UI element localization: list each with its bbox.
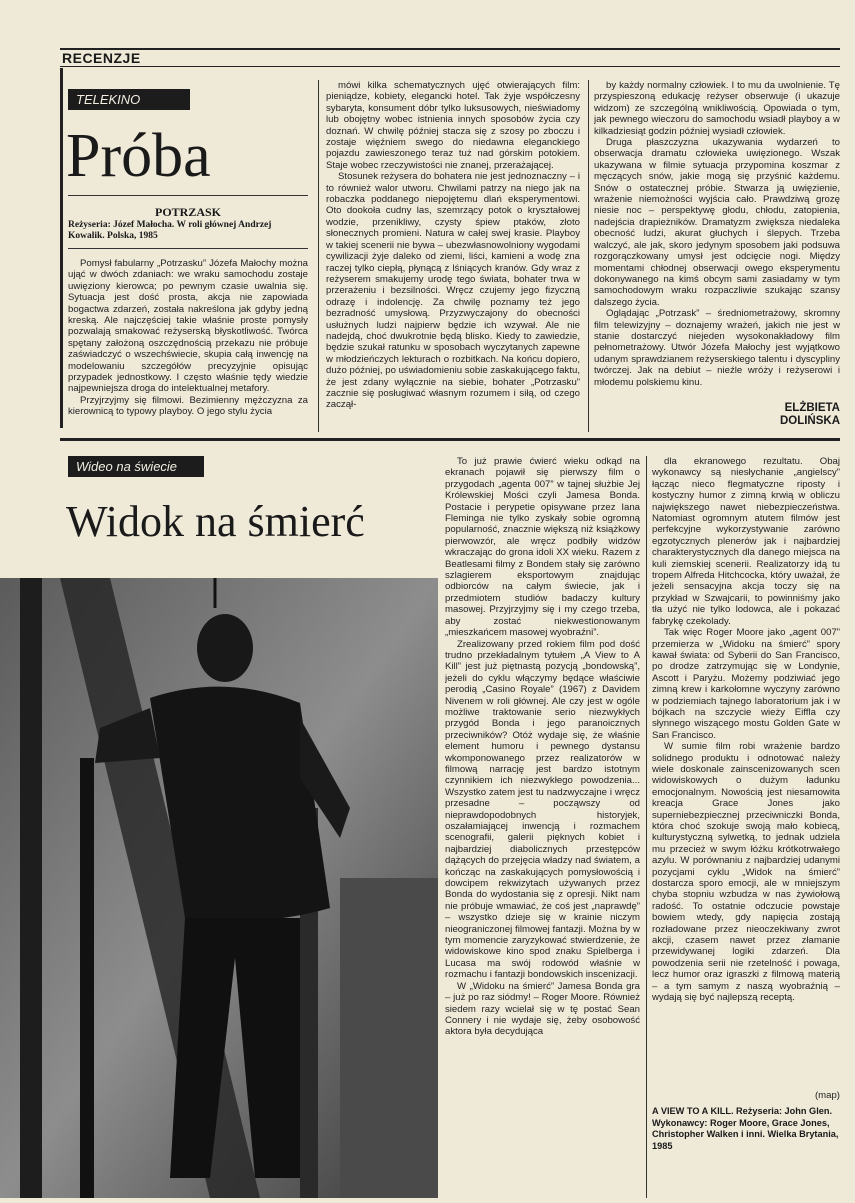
title-divider [68,195,308,196]
paragraph: Pomysł fabularny „Potrzasku” Józefa Małochy można ująć w dwóch zdaniach: we wraku samochodu zostaje uwięziony kierowca; po pewnym czasie uwalnia się. Sytuacja jest dość prosta, akcja nie zapowiada bogactwa zdarzeń, została nakreślona jak gdyby jedną kreską. Ale najczęściej takie właśnie proste pomysły pozwalają smakować reżyserską błyskotliwość. Twórca spętany założoną oszczędnością przekazu nie próbuje zaświadczyć o wszechświecie, skupia całą inwencję na modelowaniu szczegółów precyzyjnie opisując przypadek jednostkowy. I często właśnie tędy wiedzie najpewniejsza droga do intelektualnej metafory. [68,258,308,395]
paragraph: W „Widoku na śmierć” Jamesa Bonda gra – już po raz siódmy! – Roger Moore. Również siedem razy wcielał się w tę postać Sean Connery i nie wydaje się, żeby osobowość aktora była decydująca [445,980,640,1038]
paragraph: W sumie film robi wrażenie bardzo solidnego produktu i odnotować należy wiele doskonale zainscenizowanych scen widowiskowych o dużym ładunku emocjonalnym. Nowością jest niesamowita kreacja Grace Jones jako superniebezpiecznej przeciwniczki Bonda, która choć szokuje swoją mało kobiecą, kulturystyczną sylwetką, to jednak udziela mu przecież w swym łóżku krótkotrwałego azylu. W porównaniu z najbardziej udanymi pozycjami cyklu „Widok na śmierć” dostarcza sporo emocji, ale w mniejszym chyba stopniu wzbudza w nas żywiołową radość. To ostatnie odczucie powstaje bowiem wtedy, gdy napięcia zostają rozładowane przez nieoczekiwany zwrot akcji, czasem nawet przez złamanie przewidywanej logiki zdarzeń. Dla powodzenia serii nie rzetelność i powaga, lecz humor oraz igraszki z filmową materią – a tym samym z naszą wyobraźnią – wydają się być najlepszą receptą. [652,741,840,1004]
telekino-tag: TELEKINO [68,89,190,110]
credits-potrzask: Reżyseria: Józef Małocha. W roli głównej Andrzej Kowalik. Polska, 1985 [68,220,272,241]
paragraph: Zrealizowany przed rokiem film pod dość trudno przekładalnym tytułem „A View to A Kill” jest już piętnastą pozycją „bondowską”, jeżeli do cyklu włączymy będące właściwie perodią „Casino Royale” (1967) z Davidem Nivenem w roli głównej. Ale czy jest w ogóle możliwe traktowanie serio niezwykłych przygód Bonda i jego paranoicznych przeciwników? Otóż wydaje się, że właśnie element humoru i pewnego dystansu wkomponowanego przez realizatorów w filmową narrację jest bardzo istotnym czynnikiem ich niezwykłego powodzenia... Wszystko zatem jest tu nadzwyczajne i wręcz przesadne – począwszy od nieprawdopodobnych historyjek, oszałamiającej inwencją i rozmachem scenografii, galerii pięknych kobiet i najbardziej diabolicznych przestępców dążących do przejęcia władzy nad światem, a kończąc na zaskakujących pomysłowością i dowcipem rekwizytach używanych przez Bonda do wydostania się z opresji. Nikt nam nie próbuje wmawiać, że coś jest „naprawdę” – wszystko dzieje się w krainie niczym nieograniczonej filmowej fantazji. Można by w tym momencie zaryzykować stwierdzenie, że widowiskowe kino spod znaku Spielberga i Lucasa ma swój rodowód właśnie w rozmachu i fantazji bondowskich inscenizacji. [445,638,640,981]
paragraph: Przyjrzyjmy się filmowi. Bezimienny mężczyzna za kierownicą to typowy playboy. O jego stylu życia [68,394,308,418]
article-column-2 [326,80,580,432]
paragraph: To już prawie ćwierć wieku odkąd na ekranach pojawił się pierwszy film o przygodach „agenta 007” w tajnej służbie Jej Królewskiej Mości czyli Jamesa Bonda. Postacie i perypetie opisywane przez Iana Fleminga nie tylko zyskały sobie ogromną popularność, znacznie większą niż książkowy pierwowzór, ale wręcz podbiły widzów wkraczając do grona idoli XX wieku. Razem z Beatlesami filmy z Bondem stały się zarówno szlagierem eksportowym znajdując odbiorców na całym świecie, jak i przedmiotem studiów badaczy kultury masowej. Przyjrzyjmy się i my czego trzeba, aby zostać niekwestionowanym „mieszkańcem masowej wyobraźni”. [445,456,640,639]
author-first-name: ELŻBIETA [784,402,840,414]
column-divider [318,80,319,432]
paragraph: dla ekranowego rezultatu. Obaj wykonawcy są niesłychanie „angielscy” łącząc nieco flegmatyczne riposty i kostyczny humor z zimną krwią w obliczu największego nawet niebezpieczeństwa. Natomiast ogromnym atutem filmów jest perfekcyjne wykorzystywanie zarówno egzotycznych plenerów jak i najbardziej charakterystycznych dla danego miejsca na kuli ziemskiej scenerii. Realizatorzy idą tu tropem Alfreda Hitchcocka, który uważał, że jeżeli sensacyjna akcja toczy się na przykład w Szwajcarii, to powinniśmy jako tła użyć nie tylko lodowca, ale i pokazać fabrykę czekolady. [652,456,840,627]
author-byline [700,402,840,428]
author-last-name: DOLIŃSKA [779,415,840,427]
top-rule [60,48,840,50]
paragraph: by każdy normalny człowiek. I to mu da uwolnienie. Tę przyspieszoną edukację reżyser obserwuje (i ukazuje widzom) ze szczególną wnikliwością. Opowiada o tym, jak pewnego wieczoru do samochodu wsiadł playboy a w kilkadziesiąt godzin później wysiadł człowiek. [594,80,840,137]
paragraph: Druga płaszczyzna ukazywania wydarzeń to obserwacja dramatu człowieka uwięzionego. Wszak ukazywana w filmie sytuacja przypomina koszmar z męczących snów, jakie mogą się przyśnić każdemu. Snów o ostatecznej próbie. Stwarza ją uwięzienie, wrażenie niemożności wyjścia cało. Prawdziwą grozę niesie noc – perspektywę głodu, chłodu, zatopienia, nadejścia drapieżników. Dramatyzm zwiększa niedaleka obecność ludzi, akurat głuchych i ślepych. Trzeba walczyć, ale jak, skoro jedynym sposobem jaki podsuwa rozgorączkowany umysł jest odcięcie nogi. Między momentami chłodnej obserwacji owego eksperymentu dokonywanego na kimś obcym sami zasiadamy w tym samochodowym wraku rozpaczliwie szukając szansy dalszego życia. [594,137,840,308]
column-divider [646,456,647,1198]
section-separator [60,438,840,441]
section-underline [60,66,840,67]
column-divider [588,80,589,432]
movie-still-photo [0,578,438,1198]
paragraph: Stosunek reżysera do bohatera nie jest jednoznaczny – i to również walor utworu. Chwilami patrzy na niego jak na robaczka poddanego niepojętemu dlań eksperymentowi. Oto dookoła cudny las, szemrzący potok o kryształowej wodzie, przenikliwy, czysty śpiew ptaków, złoto słonecznych promieni. Natura w całej swej krasie. Playboy w takiej scenerii nie bywa – ubezwłasnowolniony wygodami cywilizacji żyje daleko od ziemi, liści, kamieni a wodę zna raczej tylko ciepłą, płynącą z lśniących kranów. Gdy wraz z reżyserem smakujemy urodę tego świata, bohater trwa w przerażeniu i bezsilności. Wręcz czujemy jego fizyczną odrazę i indolencję. Za chwilę poznamy też jego bezradność umysłową. Przyzwyczajony do obecności usłużnych ludzi najpierw będzie ich wzywał. Ale nie nadejdą, choć dwukrotnie będą blisko. Kiedy to zawiedzie, będzie szukał ratunku w sposobach wyczytanych zapewne w młodzieńczych lekturach o rozbitkach. Na końcu dopiero, dużo później, po uświadomieniu sobie zaskakującego faktu, że jest zdany wyłącznie na siebie, bohater „Potrzasku” zacznie się posługiwać własnym rozumem i siłą, od czego zaczął- [326,171,580,411]
article-column-3 [594,80,840,400]
left-bar [60,68,63,428]
subtitle-potrzask: POTRZASK [154,205,221,219]
paragraph: mówi kilka schematycznych ujęć otwierających film: pieniądze, kobiety, elegancki hotel. Tak żyje współczesny sybaryta, konsument dóbr tylko luksusowych, nieświadomy lub obojętny wobec istnienia innych sposobów życia czy doznań. W chwilę później stacza się z szosy po zboczu i zostaje więźniem swego do niedawna eleganckiego pojazdu zawieszonego teraz tuż nad górskim potokiem. Staje wobec rzeczywistości nie znanej, przerażającej. [326,80,580,171]
paragraph: Tak więc Roger Moore jako „agent 007” przemierza w „Widoku na śmierć” spory kawał świata: od Syberii do San Francisco, po drodze zatrzymując się w Londynie, Ascott i Paryżu. Możemy podziwiać jego zimną krew i karkołomne wyczyny zarówno w podziemiach tajnego laboratorium jak i w bójkach na szczycie wieży Eiffla czy słynnego wiszącego mostu Golden Gate w San Francisco. [652,627,840,741]
article-column-1 [445,456,640,1198]
article-signature: (map) [814,1090,840,1101]
section-label: RECENZJE [62,50,141,66]
film-credits: A VIEW TO A KILL. Reżyseria: John Glen. Wykonawcy: Roger Moore, Grace Jones, Christopher Walken i inni. Wielka Brytania, 1985 [652,1106,839,1151]
wideo-tag: Wideo na świecie [68,456,204,477]
paragraph: Oglądając „Potrzask” – średniometrażowy, skromny film telewizyjny – doznajemy wrażeń, jakich nie jest w stanie dostarczyć niejeden wysokonakładowy film pełnometrażowy. Utwór Józefa Małochy jest wyjątkowo udanym sprawdzianem reżyserskiego talentu i dyscypliny twórczej. Jak na debiut – nieźle wróży i reżyserowi i młodemu polskiemu kinu. [594,308,840,388]
photo-illustration [0,578,438,1198]
article-title-proba: Próba [66,122,211,190]
article-column-2 [652,456,840,1090]
article-title-widok: Widok na śmierć [66,497,365,546]
credits-divider [68,248,308,249]
article-column-1 [68,258,308,428]
